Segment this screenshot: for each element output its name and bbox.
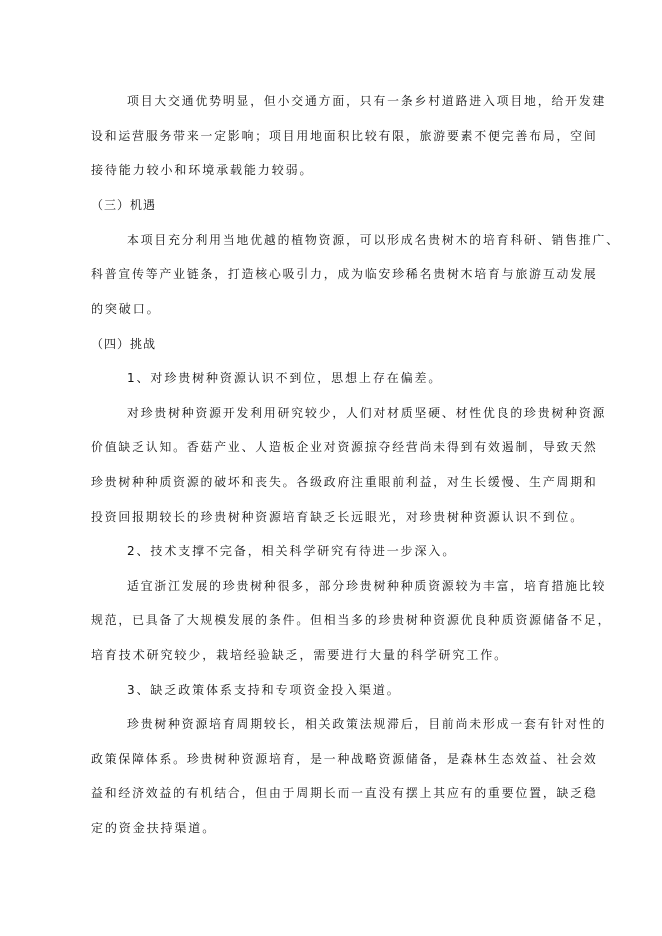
paragraph-2-line-2: 科普宣传等产业链条，打造核心吸引力，成为临安珍稀名贵树木培育与旅游互动发展 <box>91 267 598 281</box>
paragraph-3-line-3: 珍贵树种种质资源的破坏和丧失。各级政府注重眼前利益，对生长缓慢、生产周期和 <box>91 475 598 489</box>
paragraph-3-line-4: 投资回报期较长的珍贵树种资源培育缺乏长远眼光，对珍贵树种资源认识不到位。 <box>91 510 584 524</box>
paragraph-4-line-2: 规范，已具备了大规模发展的条件。但相当多的珍贵树种资源优良种质资源储备不足， <box>91 613 612 627</box>
paragraph-5-line-4: 定的资金扶持渠道。 <box>91 821 217 835</box>
paragraph-4-line-3: 培育技术研究较少，栽培经验缺乏，需要进行大量的科学研究工作。 <box>91 648 509 662</box>
paragraph-1-line-2: 设和运营服务带来一定影响；项目用地面积比较有限，旅游要素不便完善布局，空间 <box>91 129 598 143</box>
section-heading-challenges: （四）挑战 <box>91 337 157 351</box>
paragraph-3-line-1: 对珍贵树种资源开发利用研究较少，人们对材质坚硬、材性优良的珍贵树种资源 <box>127 406 607 420</box>
paragraph-4-line-1: 适宜浙江发展的珍贵树种很多，部分珍贵树种种质资源较为丰富，培育措施比较 <box>127 579 607 593</box>
paragraph-2-line-1: 本项目充分利用当地优越的植物资源，可以形成名贵树木的培育科研、销售推广、 <box>127 233 620 247</box>
subheading-3: 3、缺乏政策体系支持和专项资金投入渠道。 <box>127 683 401 697</box>
paragraph-5-line-2: 政策保障体系。珍贵树种资源培育，是一种战略资源储备，是森林生态效益、社会效 <box>91 752 598 766</box>
paragraph-1-line-1: 项目大交通优势明显，但小交通方面，只有一条乡村道路进入项目地，给开发建 <box>127 94 607 108</box>
paragraph-1-line-3: 接待能力较小和环境承载能力较弱。 <box>91 163 314 177</box>
subheading-1: 1、对珍贵树种资源认识不到位，思想上存在偏差。 <box>127 371 443 385</box>
subheading-2: 2、技术支撑不完备，相关科学研究有待进一步深入。 <box>127 544 457 558</box>
section-heading-opportunities: （三）机遇 <box>91 198 157 212</box>
paragraph-3-line-2: 价值缺乏认知。香菇产业、人造板企业对资源掠夺经营尚未得到有效遏制，导致天然 <box>91 440 598 454</box>
paragraph-5-line-3: 益和经济效益的有机结合，但由于周期长而一直没有摆上其应有的重要位置，缺乏稳 <box>91 786 598 800</box>
paragraph-5-line-1: 珍贵树种资源培育周期较长，相关政策法规滞后，目前尚未形成一套有针对性的 <box>127 717 607 731</box>
paragraph-2-line-3: 的突破口。 <box>91 302 161 316</box>
